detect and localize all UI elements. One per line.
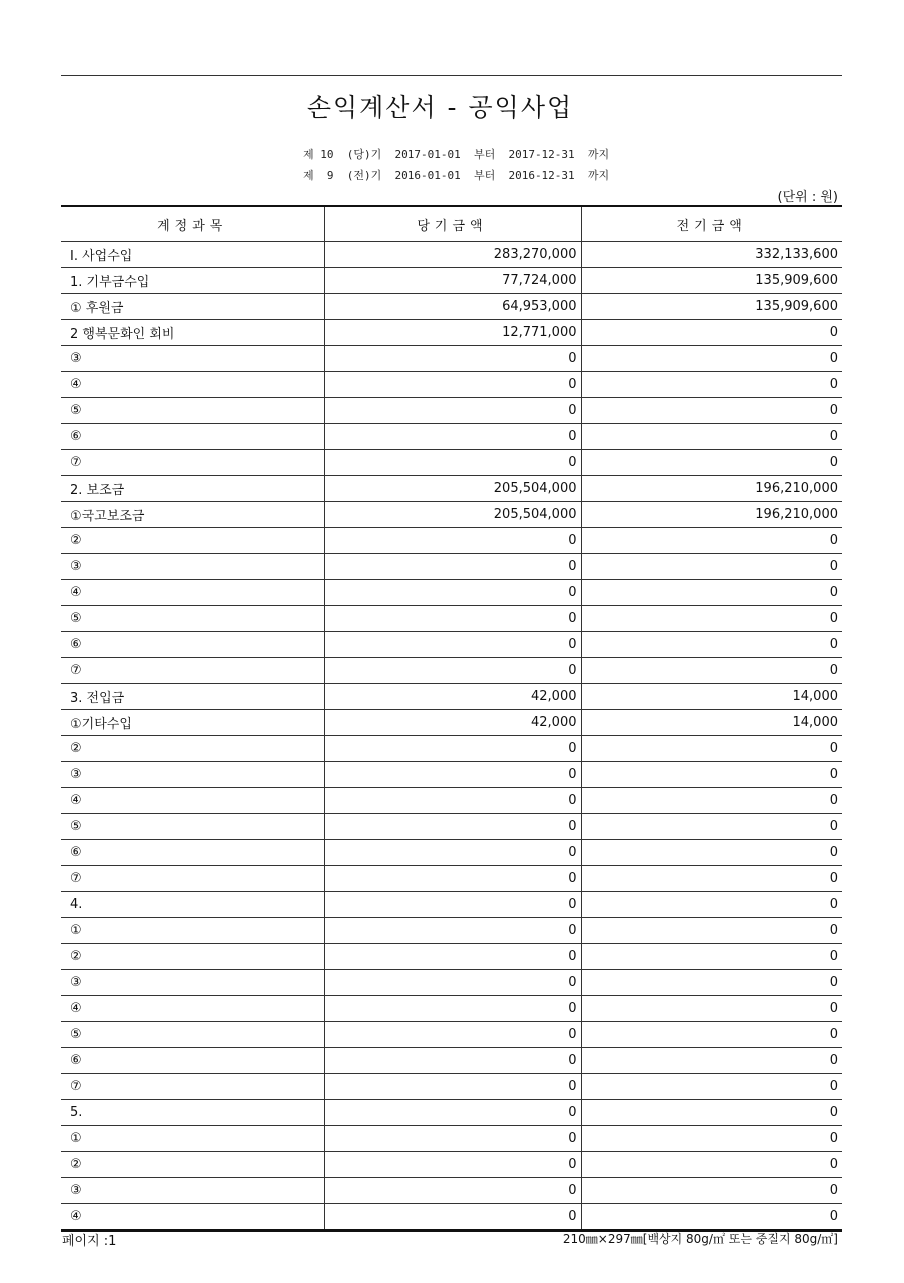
- row-previous: 332,133,600: [581, 242, 842, 268]
- header-account: 계정과목: [61, 206, 324, 242]
- row-previous: 0: [581, 1204, 842, 1231]
- row-previous: 0: [581, 892, 842, 918]
- row-account: ⑤: [61, 606, 324, 632]
- table-row: [61, 684, 842, 710]
- row-previous: 0: [581, 1178, 842, 1204]
- row-previous: 0: [581, 424, 842, 450]
- row-previous: 135,909,600: [581, 268, 842, 294]
- table-row: [61, 424, 842, 450]
- row-current: 0: [324, 398, 581, 424]
- row-previous: 0: [581, 944, 842, 970]
- row-current: 0: [324, 918, 581, 944]
- page-title: 손익계산서 - 공익사업: [306, 93, 574, 122]
- table-row: [61, 1152, 842, 1178]
- row-account: ⑤: [61, 1022, 324, 1048]
- table-row: [61, 840, 842, 866]
- table-row: [61, 918, 842, 944]
- row-account: ③: [61, 554, 324, 580]
- row-previous: 0: [581, 372, 842, 398]
- row-account: ④: [61, 372, 324, 398]
- row-previous: 14,000: [581, 684, 842, 710]
- row-previous: 0: [581, 580, 842, 606]
- table-row: [61, 372, 842, 398]
- row-account: 2. 보조금: [61, 476, 324, 502]
- table-row: [61, 580, 842, 606]
- paper-spec: 210㎜×297㎜[백상지 80g/㎡ 또는 중질지 80g/㎡]: [562, 1232, 838, 1246]
- row-previous: 0: [581, 814, 842, 840]
- table-row: [61, 502, 842, 528]
- row-account: ①: [61, 918, 324, 944]
- row-current: 42,000: [324, 684, 581, 710]
- row-current: 0: [324, 1178, 581, 1204]
- row-current: 0: [324, 606, 581, 632]
- table-row: [61, 294, 842, 320]
- row-account: ⑤: [61, 398, 324, 424]
- row-previous: 135,909,600: [581, 294, 842, 320]
- period-current: 제 10 (당)기 2017-01-01 부터 2017-12-31 까지: [303, 148, 610, 161]
- row-previous: 0: [581, 1126, 842, 1152]
- row-account: ① 후원금: [61, 294, 324, 320]
- row-account: ⑥: [61, 840, 324, 866]
- row-previous: 0: [581, 1100, 842, 1126]
- row-current: 0: [324, 658, 581, 684]
- row-account: ④: [61, 788, 324, 814]
- table-row: [61, 892, 842, 918]
- row-account: ③: [61, 762, 324, 788]
- row-account: Ⅰ. 사업수입: [61, 242, 324, 268]
- row-account: ①기타수입: [61, 710, 324, 736]
- row-current: 0: [324, 632, 581, 658]
- table-row: [61, 554, 842, 580]
- table-row: [61, 1022, 842, 1048]
- row-current: 0: [324, 788, 581, 814]
- table-row: [61, 528, 842, 554]
- row-previous: 0: [581, 398, 842, 424]
- row-previous: 0: [581, 1048, 842, 1074]
- row-previous: 0: [581, 554, 842, 580]
- row-account: ⑥: [61, 632, 324, 658]
- row-current: 0: [324, 528, 581, 554]
- row-previous: 0: [581, 658, 842, 684]
- row-account: ②: [61, 944, 324, 970]
- table-row: [61, 1126, 842, 1152]
- table-row: [61, 658, 842, 684]
- table-row: [61, 606, 842, 632]
- row-previous: 0: [581, 762, 842, 788]
- row-previous: 0: [581, 788, 842, 814]
- row-current: 0: [324, 970, 581, 996]
- row-account: ⑦: [61, 1074, 324, 1100]
- table-row: [61, 268, 842, 294]
- income-statement-table: [61, 205, 842, 1232]
- table-row: [61, 476, 842, 502]
- row-current: 64,953,000: [324, 294, 581, 320]
- row-previous: 0: [581, 450, 842, 476]
- table-row: [61, 996, 842, 1022]
- row-account: 4.: [61, 892, 324, 918]
- row-previous: 14,000: [581, 710, 842, 736]
- row-account: ⑤: [61, 814, 324, 840]
- row-current: 42,000: [324, 710, 581, 736]
- table-row: [61, 320, 842, 346]
- row-current: 205,504,000: [324, 502, 581, 528]
- table-row: [61, 1178, 842, 1204]
- period-previous: 제 9 (전)기 2016-01-01 부터 2016-12-31 까지: [303, 169, 610, 182]
- row-current: 0: [324, 1126, 581, 1152]
- top-rule: [61, 75, 842, 76]
- row-account: ⑥: [61, 424, 324, 450]
- row-account: 2 행복문화인 회비: [61, 320, 324, 346]
- row-current: 0: [324, 580, 581, 606]
- row-account: ⑦: [61, 866, 324, 892]
- row-previous: 0: [581, 606, 842, 632]
- row-previous: 0: [581, 1022, 842, 1048]
- row-current: 0: [324, 736, 581, 762]
- row-account: 5.: [61, 1100, 324, 1126]
- row-current: 0: [324, 554, 581, 580]
- header-previous: 전기금액: [581, 206, 842, 242]
- row-previous: 0: [581, 866, 842, 892]
- header-current: 당기금액: [324, 206, 581, 242]
- row-previous: 0: [581, 736, 842, 762]
- table-row: [61, 762, 842, 788]
- table-row: [61, 242, 842, 268]
- row-current: 0: [324, 1074, 581, 1100]
- row-current: 0: [324, 424, 581, 450]
- row-previous: 0: [581, 346, 842, 372]
- row-previous: 0: [581, 320, 842, 346]
- table-row: [61, 1074, 842, 1100]
- table-row: [61, 866, 842, 892]
- table-row: [61, 814, 842, 840]
- table-row: [61, 450, 842, 476]
- row-current: 0: [324, 1022, 581, 1048]
- row-account: ④: [61, 996, 324, 1022]
- row-previous: 0: [581, 1152, 842, 1178]
- row-account: 1. 기부금수입: [61, 268, 324, 294]
- table-row: [61, 1048, 842, 1074]
- row-account: ⑥: [61, 1048, 324, 1074]
- row-previous: 0: [581, 528, 842, 554]
- row-previous: 0: [581, 1074, 842, 1100]
- row-current: 0: [324, 892, 581, 918]
- row-previous: 196,210,000: [581, 502, 842, 528]
- row-account: ①: [61, 1126, 324, 1152]
- row-account: ④: [61, 580, 324, 606]
- row-current: 77,724,000: [324, 268, 581, 294]
- table-row: [61, 1204, 842, 1231]
- row-account: ③: [61, 970, 324, 996]
- row-current: 0: [324, 762, 581, 788]
- row-current: 283,270,000: [324, 242, 581, 268]
- table-row: [61, 1100, 842, 1126]
- row-current: 0: [324, 944, 581, 970]
- row-previous: 0: [581, 840, 842, 866]
- row-current: 0: [324, 450, 581, 476]
- row-previous: 0: [581, 632, 842, 658]
- row-previous: 0: [581, 970, 842, 996]
- table-row: [61, 632, 842, 658]
- row-account: ③: [61, 346, 324, 372]
- table-row: [61, 736, 842, 762]
- row-current: 0: [324, 996, 581, 1022]
- row-account: ⑦: [61, 450, 324, 476]
- row-account: ③: [61, 1178, 324, 1204]
- row-previous: 196,210,000: [581, 476, 842, 502]
- row-current: 0: [324, 346, 581, 372]
- page-number: 페이지 :1: [62, 1234, 117, 1249]
- row-current: 0: [324, 866, 581, 892]
- row-account: ②: [61, 736, 324, 762]
- table-row: [61, 970, 842, 996]
- row-account: ②: [61, 528, 324, 554]
- row-current: 0: [324, 1204, 581, 1231]
- table-row: [61, 346, 842, 372]
- table-row: [61, 398, 842, 424]
- row-current: 0: [324, 1048, 581, 1074]
- row-previous: 0: [581, 918, 842, 944]
- row-current: 0: [324, 814, 581, 840]
- table-row: [61, 788, 842, 814]
- row-account: 3. 전입금: [61, 684, 324, 710]
- row-current: 12,771,000: [324, 320, 581, 346]
- unit-label: (단위 : 원): [777, 190, 838, 205]
- row-current: 0: [324, 1100, 581, 1126]
- row-account: ⑦: [61, 658, 324, 684]
- row-account: ②: [61, 1152, 324, 1178]
- table-row: [61, 710, 842, 736]
- row-current: 0: [324, 372, 581, 398]
- row-account: ④: [61, 1204, 324, 1231]
- row-current: 0: [324, 840, 581, 866]
- row-current: 0: [324, 1152, 581, 1178]
- table-row: [61, 944, 842, 970]
- row-current: 205,504,000: [324, 476, 581, 502]
- header-row: [61, 206, 842, 242]
- row-account: ①국고보조금: [61, 502, 324, 528]
- row-previous: 0: [581, 996, 842, 1022]
